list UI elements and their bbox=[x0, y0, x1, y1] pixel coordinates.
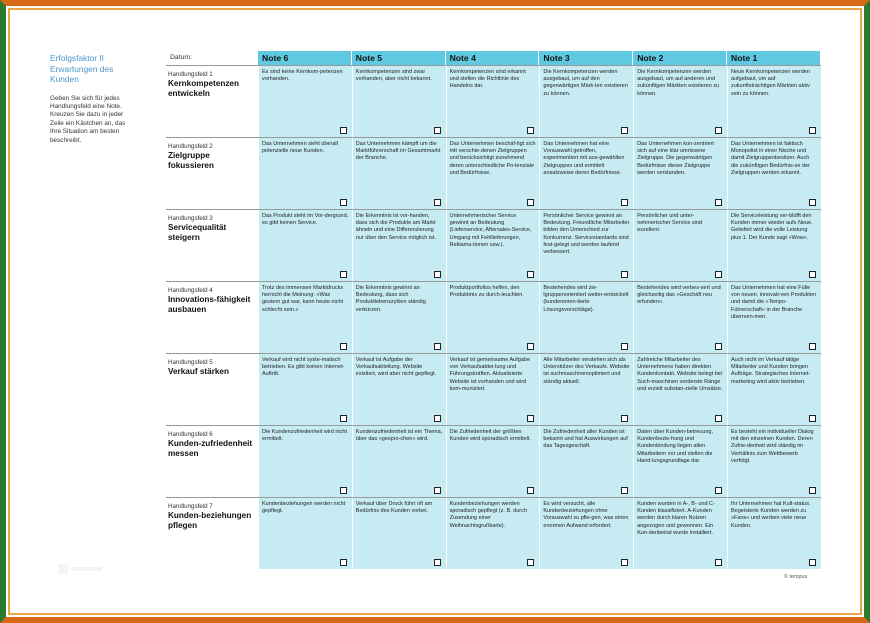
grade-cell bbox=[727, 282, 821, 353]
grade-checkbox[interactable] bbox=[340, 343, 347, 350]
grade-cell bbox=[727, 66, 821, 137]
field-name: Kernkompetenzen entwickeln bbox=[168, 79, 239, 98]
grade-cell bbox=[258, 66, 352, 137]
grade-cell bbox=[539, 282, 633, 353]
grade-cell bbox=[446, 426, 540, 497]
cell-description: Die Erkenntnis ist vor-handen, dass sich die Produkte am Markt ähneln und eine Differenzierung nur über den Service möglich ist. bbox=[355, 213, 436, 241]
grade-checkbox[interactable] bbox=[340, 199, 347, 206]
grade-cell bbox=[633, 138, 727, 209]
grade-cell bbox=[446, 282, 540, 353]
table-row bbox=[166, 209, 821, 281]
grade-checkbox[interactable] bbox=[809, 271, 816, 278]
grade-cell bbox=[446, 138, 540, 209]
grade-checkbox[interactable] bbox=[340, 271, 347, 278]
grade-checkbox[interactable] bbox=[340, 127, 347, 134]
grade-checkbox[interactable] bbox=[527, 559, 534, 566]
cell-description: Neue Kernkompetenzen werden aufgebaut, um auf zukunftsträchtigen Märkten aktiv sein zu können. bbox=[731, 69, 810, 97]
cell-description: Bestehendes wird zie-lgruppenorientiert weiter-entwickelt (kundenorien-tierte Lösungsvorschläge). bbox=[543, 285, 629, 313]
cell-description: Persönlicher und unter-nehmerischer Service sind exzellent. bbox=[637, 213, 702, 234]
cell-description: Bestehendes wird verbes-sert und gleichzeitig das »Geschäft neu erfunden«. bbox=[637, 285, 721, 306]
row-label bbox=[168, 71, 256, 99]
cell-description: Trotz des immensen Marktdrucks herrscht die Meinung: »Was gestern gut war, kann heute nicht schlecht sein.« bbox=[262, 285, 344, 313]
sidebar-instructions: Geben Sie sich für jedes Handlungsfeld eine Note. Kreuzen Sie dazu in jeder Zeile ein Kästchen an, das Ihre Situation am besten beschreibt. bbox=[50, 94, 126, 144]
grade-cell bbox=[727, 138, 821, 209]
cell-description: Verkauf über Druck führt oft am Bedürfnis des Kunden vorbei. bbox=[355, 501, 433, 515]
grade-checkbox[interactable] bbox=[527, 127, 534, 134]
grade-header: Note 6 bbox=[258, 51, 352, 65]
cell-description: Kundenzufriedenheit ist ein Thema, über das »gespro-chen« wird. bbox=[355, 429, 443, 443]
cell-description: Das Unternehmen hat eine Fülle von neuen, innovati-ven Produkten und damit die »Tempo-Führerschaft« in der Branche übernom-men. bbox=[731, 285, 817, 320]
grade-checkbox[interactable] bbox=[621, 271, 628, 278]
grade-cell bbox=[258, 210, 352, 281]
grade-header: Note 1 bbox=[727, 51, 821, 65]
field-number: Handlungsfeld 7 bbox=[168, 503, 213, 510]
row-label bbox=[168, 287, 256, 315]
grade-checkbox[interactable] bbox=[527, 199, 534, 206]
grade-cell bbox=[258, 498, 352, 569]
cell-description: Es wird versucht, alle Kundenbeziehungen ohne Vorauswahl zu pfle-gen, was einen enormen Aufwand erfordert. bbox=[543, 501, 629, 529]
cell-description: Die Kundenzufriedenheit wird nicht ermittelt. bbox=[262, 429, 347, 443]
grade-checkbox[interactable] bbox=[621, 415, 628, 422]
grade-checkbox[interactable] bbox=[621, 199, 628, 206]
cell-description: Ihr Unternehmen hat Kult-status. Begeisterte Kunden werden zu »Fans« und werben viele neue Kunden. bbox=[731, 501, 811, 529]
field-name: Kunden-beziehungen pflegen bbox=[168, 511, 252, 530]
grade-checkbox[interactable] bbox=[340, 487, 347, 494]
grade-checkbox[interactable] bbox=[715, 271, 722, 278]
grade-checkbox[interactable] bbox=[809, 343, 816, 350]
grade-checkbox[interactable] bbox=[527, 487, 534, 494]
grade-cell bbox=[633, 426, 727, 497]
grade-cell bbox=[352, 282, 446, 353]
grade-checkbox[interactable] bbox=[715, 559, 722, 566]
grade-cell bbox=[446, 210, 540, 281]
cell-description: Die Serviceleistung ver-blüfft den Kunden immer wieder aufs Neue. Geliefert wird die volle Leistung plus 1. Der Kunde sagt »Wow«. bbox=[731, 213, 813, 241]
table-row bbox=[166, 497, 821, 569]
cell-description: Kernkompetenzen sind erkannt und stellen die Richtlinie des Handelns dar. bbox=[449, 69, 526, 90]
grade-checkbox[interactable] bbox=[621, 487, 628, 494]
cell-description: Auch nicht im Verkauf tätige Mitarbeiter und Kunden bringen Aufträge. Strategisches Internet-marketing wird aktiv betrieben. bbox=[731, 357, 811, 385]
grade-checkbox[interactable] bbox=[434, 415, 441, 422]
cell-description: Kernkompetenzen sind zwar vorhanden, aber nicht bekannt. bbox=[355, 69, 432, 83]
grade-cell bbox=[727, 498, 821, 569]
grade-cell bbox=[352, 498, 446, 569]
grade-checkbox[interactable] bbox=[809, 415, 816, 422]
grade-checkbox[interactable] bbox=[434, 487, 441, 494]
cell-description: Es besteht ein individueller Dialog mit den einzelnen Kunden. Deren Zufrie-denheit wird ständig im Verhältnis zum Wettbewerb verfolgt. bbox=[731, 429, 814, 464]
row-label bbox=[168, 143, 256, 171]
row-label bbox=[168, 431, 256, 459]
grade-checkbox[interactable] bbox=[621, 559, 628, 566]
table-row bbox=[166, 425, 821, 497]
field-name: Innovations-fähigkeit ausbauen bbox=[168, 295, 251, 314]
grade-checkbox[interactable] bbox=[715, 415, 722, 422]
cell-description: Unternehmerischer Service gewinnt an Bedeutung (Lieferservice, Aftersales-Service, Umgang mit Fehllieferungen, Reklama-tionen usw.). bbox=[449, 213, 532, 248]
cell-description: Kunden wurden in A-, B- und C-Kunden klassifiziert. A-Kunden werden durch klaren Nutzen angezogen und gewonnen. Ein Kun-denbeirat wurde installiert. bbox=[637, 501, 715, 536]
grade-checkbox[interactable] bbox=[434, 343, 441, 350]
grade-cell bbox=[539, 138, 633, 209]
cell-description: Das Unternehmen sieht überall potenzielle neue Kunden. bbox=[262, 141, 338, 155]
grade-checkbox[interactable] bbox=[621, 127, 628, 134]
grade-header: Note 3 bbox=[539, 51, 633, 65]
cell-description: Alle Mitarbeiter verstehen sich als Unterstützer des Verkaufs. Website ist suchmaschinenoptimiert und ständig aktuell. bbox=[543, 357, 630, 385]
cell-description: Die Zufriedenheit der größten Kunden wird sporadisch ermittelt. bbox=[449, 429, 531, 443]
grade-checkbox[interactable] bbox=[715, 199, 722, 206]
grade-checkbox[interactable] bbox=[527, 271, 534, 278]
cell-description: Es sind keine Kernkom-petenzen vorhanden. bbox=[262, 69, 343, 83]
cell-description: Das Unternehmen kämpft um die Marktführerschaft im Gesamtmarkt der Branche. bbox=[355, 141, 441, 162]
grade-cell bbox=[633, 66, 727, 137]
cell-description: Das Unternehmen hat eine Vorauswahl getroffen, experimentiert mit aus-gewählten Zielgruppen und ermittelt ansatzweise deren Bedürfnisse. bbox=[543, 141, 625, 176]
grade-cell bbox=[446, 66, 540, 137]
table-row bbox=[166, 137, 821, 209]
cell-description: Das Unternehmen kon-zentriert sich auf eine klar umrissene Zielgruppe. Die gegenwärtigen Bedürfnisse dieser Zielgruppe werden verstanden. bbox=[637, 141, 714, 176]
grade-header: Note 4 bbox=[446, 51, 540, 65]
grade-cell bbox=[633, 354, 727, 425]
field-number: Handlungsfeld 6 bbox=[168, 431, 213, 438]
grade-checkbox[interactable] bbox=[434, 271, 441, 278]
grade-cell bbox=[352, 426, 446, 497]
grade-cell bbox=[539, 498, 633, 569]
grade-header: Note 5 bbox=[352, 51, 446, 65]
grade-cell bbox=[539, 66, 633, 137]
table-header bbox=[166, 51, 821, 65]
table-row bbox=[166, 281, 821, 353]
grade-checkbox[interactable] bbox=[715, 127, 722, 134]
field-number: Handlungsfeld 2 bbox=[168, 143, 213, 150]
cell-description: Das Unternehmen ist faktisch Monopolist in einer Nische und damit Zielgruppenbesitzer. Auch die zukünftigen Bedürfnis-se der Zielgruppen werden erkannt. bbox=[731, 141, 810, 176]
grade-cell bbox=[258, 354, 352, 425]
grade-checkbox[interactable] bbox=[434, 127, 441, 134]
logo-watermark bbox=[58, 562, 102, 576]
cell-description: Zahlreiche Mitarbeiter des Unternehmens haben direkten Kundenkontakt. Website belegt bei Such-maschinen vorderste Ränge und erzielt substan-zielle Umsätze. bbox=[637, 357, 723, 392]
grade-checkbox[interactable] bbox=[715, 487, 722, 494]
grade-checkbox[interactable] bbox=[340, 559, 347, 566]
cell-description: Die Zufriedenheit aller Kunden ist bekannt und hat Auswirkungen auf das Tagesgeschäft. bbox=[543, 429, 628, 450]
assessment-table bbox=[166, 51, 821, 569]
grade-checkbox[interactable] bbox=[434, 199, 441, 206]
grade-cell bbox=[258, 426, 352, 497]
field-number: Handlungsfeld 5 bbox=[168, 359, 213, 366]
grade-checkbox[interactable] bbox=[340, 415, 347, 422]
grade-cell bbox=[352, 66, 446, 137]
grade-cell bbox=[539, 426, 633, 497]
cell-description: Das Produkt steht im Vor-dergrund, es gibt keinen Service. bbox=[262, 213, 349, 227]
grade-cell bbox=[352, 210, 446, 281]
grade-cell bbox=[258, 138, 352, 209]
field-name: Zielgruppe fokussieren bbox=[168, 151, 214, 170]
grade-cell bbox=[727, 210, 821, 281]
grade-cell bbox=[446, 498, 540, 569]
grade-checkbox[interactable] bbox=[809, 127, 816, 134]
cell-description: Die Kernkompetenzen werden ausgebaut, um auf den gegenwärtigen Märk-ten existieren zu können. bbox=[543, 69, 628, 97]
grade-cell bbox=[539, 354, 633, 425]
cell-description: Die Kernkompetenzen werden ausgebaut, um auf anderen und zukünftigen Märkten existieren zu können. bbox=[637, 69, 720, 97]
grade-checkbox[interactable] bbox=[809, 487, 816, 494]
row-label bbox=[168, 359, 256, 377]
cell-description: Verkauf ist gemeinsame Aufgabe von Verkaufsabtei-lung und Führungskräften. Aktualisierte Website ist vorhanden und wird kom-muniziert. bbox=[449, 357, 531, 392]
copyright-note: © tempus bbox=[784, 574, 808, 580]
grade-cell bbox=[352, 354, 446, 425]
grade-checkbox[interactable] bbox=[621, 343, 628, 350]
sidebar-title: Erfolgsfaktor II Erwartungen des Kunden bbox=[50, 53, 114, 84]
grade-cell bbox=[446, 354, 540, 425]
cell-description: Produktportfolios helfen, den Produktmix zu durch-leuchten. bbox=[449, 285, 524, 299]
cell-description: Daten über Kunden-betreuung, Kundenbezie-hung und Kundenbindung liegen allen Mitarbeitern vor und stellen die Hand-lungsgrundlage dar. bbox=[637, 429, 714, 464]
grade-cell bbox=[633, 498, 727, 569]
grade-cell bbox=[258, 282, 352, 353]
cell-description: Kundenbeziehungen werden sporadisch gepflegt (z. B. durch Zusendung einer Weihnachtsgrußkarte). bbox=[449, 501, 527, 529]
grade-cell bbox=[352, 138, 446, 209]
grade-cell bbox=[727, 426, 821, 497]
field-number: Handlungsfeld 3 bbox=[168, 215, 213, 222]
grade-header: Note 2 bbox=[633, 51, 727, 65]
grade-cell bbox=[727, 354, 821, 425]
field-number: Handlungsfeld 1 bbox=[168, 71, 213, 78]
cell-description: Verkauf ist Aufgabe der Verkaufsabteilung. Website existiert, wird aber nicht gepflegt. bbox=[355, 357, 437, 378]
field-number: Handlungsfeld 4 bbox=[168, 287, 213, 294]
cell-description: Die Erkenntnis gewinnt an Bedeutung, dass sich Produktlebenszyklen ständig verkürzen. bbox=[355, 285, 426, 313]
row-label bbox=[168, 503, 256, 531]
grade-cell bbox=[539, 210, 633, 281]
grade-checkbox[interactable] bbox=[434, 559, 441, 566]
cell-description: Persönlicher Service gewinnt an Bedeutung. Freundliche Mitarbeiter bilden den Unterschied zur Konkurrenz. Servicestandards sind fest-gelegt und werden laufend verbessert. bbox=[543, 213, 630, 256]
table-row bbox=[166, 353, 821, 425]
field-name: Kunden-zufriedenheit messen bbox=[168, 439, 253, 458]
row-label bbox=[168, 215, 256, 243]
datum-label: Datum: bbox=[170, 54, 192, 61]
grade-cell bbox=[633, 210, 727, 281]
table-row bbox=[166, 65, 821, 137]
cell-description: Das Unternehmen beschäf-tigt sich mit verschie-denen Zielgruppen und berücksichtigt zunehmend deren unterschiedliche Po-tenziale und Bedürfnisse. bbox=[449, 141, 536, 176]
grade-cell bbox=[633, 282, 727, 353]
grade-checkbox[interactable] bbox=[809, 199, 816, 206]
grade-checkbox[interactable] bbox=[527, 343, 534, 350]
field-name: Servicequalität steigern bbox=[168, 223, 227, 242]
cell-description: Verkauf wird nicht syste-matisch betrieben. Es gibt keinen Internet-Auftritt. bbox=[262, 357, 345, 378]
grade-checkbox[interactable] bbox=[809, 559, 816, 566]
grade-checkbox[interactable] bbox=[527, 415, 534, 422]
field-name: Verkauf stärken bbox=[168, 367, 229, 376]
cell-description: Kundenbeziehungen werden nicht gepflegt. bbox=[262, 501, 346, 515]
grade-checkbox[interactable] bbox=[715, 343, 722, 350]
sidebar bbox=[50, 53, 138, 145]
